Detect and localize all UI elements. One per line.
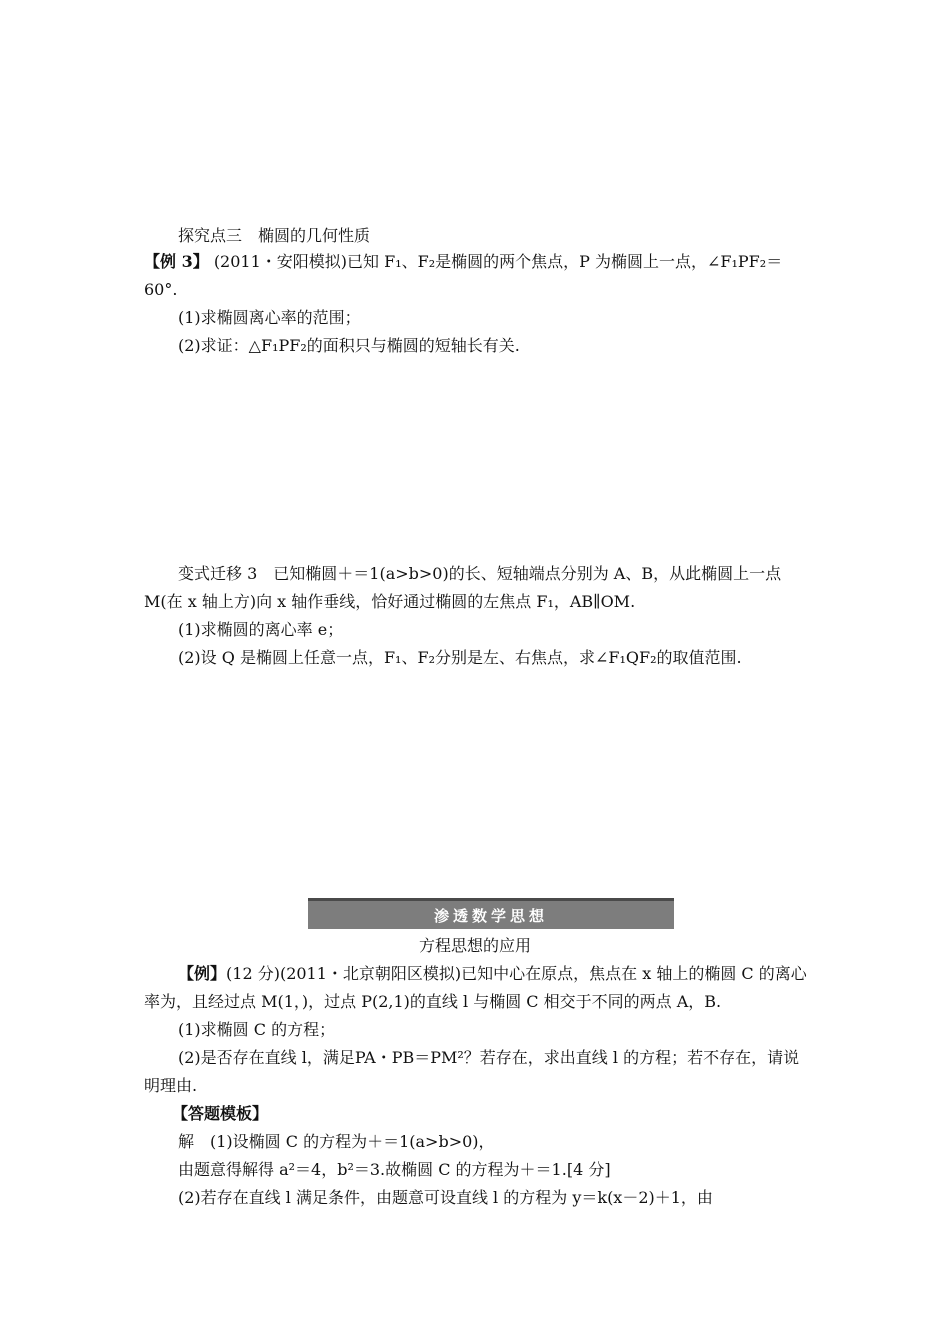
example3-tag: 【例 3】 bbox=[144, 252, 209, 271]
variant3-line2: M(在 x 轴上方)向 x 轴作垂线，恰好通过椭圆的左焦点 F₁，AB∥OM. bbox=[144, 592, 636, 611]
example-text: (12 分)(2011・北京朝阳区模拟)已知中心在原点，焦点在 x 轴上的椭圆 C 的离心 bbox=[226, 964, 807, 983]
example3-question1: (1)求椭圆离心率的范围； bbox=[178, 308, 361, 327]
solution-line3: (2)若存在直线 l 满足条件，由题意可设直线 l 的方程为 y＝k(x－2)＋1，由 bbox=[178, 1188, 713, 1207]
example-line1 bbox=[178, 963, 807, 985]
example-tag: 【例】 bbox=[178, 964, 227, 983]
solution-line1: 解 (1)设椭圆 C 的方程为＋＝1(a>b>0)， bbox=[178, 1132, 495, 1151]
example-line2: 率为，且经过点 M(1，)，过点 P(2,1)的直线 l 与椭圆 C 相交于不同的两点 A，B. bbox=[144, 992, 722, 1011]
example3-text: (2011・安阳模拟)已知 F₁、F₂是椭圆的两个焦点，P 为椭圆上一点，∠F₁PF₂＝ bbox=[213, 252, 783, 271]
example-question1: (1)求椭圆 C 的方程； bbox=[178, 1020, 336, 1039]
variant3-question2: (2)设 Q 是椭圆上任意一点，F₁、F₂分别是左、右焦点，求∠F₁QF₂的取值范围. bbox=[178, 648, 742, 667]
section-heading: 探究点三 椭圆的几何性质 bbox=[178, 226, 371, 245]
variant3-question1: (1)求椭圆的离心率 e； bbox=[178, 620, 344, 639]
variant3-line1: 变式迁移 3 已知椭圆＋＝1(a>b>0)的长、短轴端点分别为 A、B，从此椭圆上一点 bbox=[178, 564, 782, 583]
example-question2-cont: 明理由. bbox=[144, 1076, 198, 1095]
example3-line2: 60°. bbox=[144, 280, 178, 299]
solution-line2: 由题意得解得 a²＝4，b²＝3.故椭圆 C 的方程为＋＝1.[4 分] bbox=[178, 1160, 611, 1179]
banner-title: 渗透数学思想 bbox=[433, 906, 548, 925]
example3-question2: (2)求证：△F₁PF₂的面积只与椭圆的短轴长有关. bbox=[178, 336, 520, 355]
example-question2: (2)是否存在直线 l，满足PA・PB＝PM²？若存在，求出直线 l 的方程；若不存在，请说 bbox=[178, 1048, 800, 1067]
example3-line1 bbox=[144, 251, 782, 273]
section-banner bbox=[308, 898, 674, 929]
subtitle: 方程思想的应用 bbox=[418, 936, 531, 955]
template-heading: 【答题模板】 bbox=[172, 1104, 269, 1123]
